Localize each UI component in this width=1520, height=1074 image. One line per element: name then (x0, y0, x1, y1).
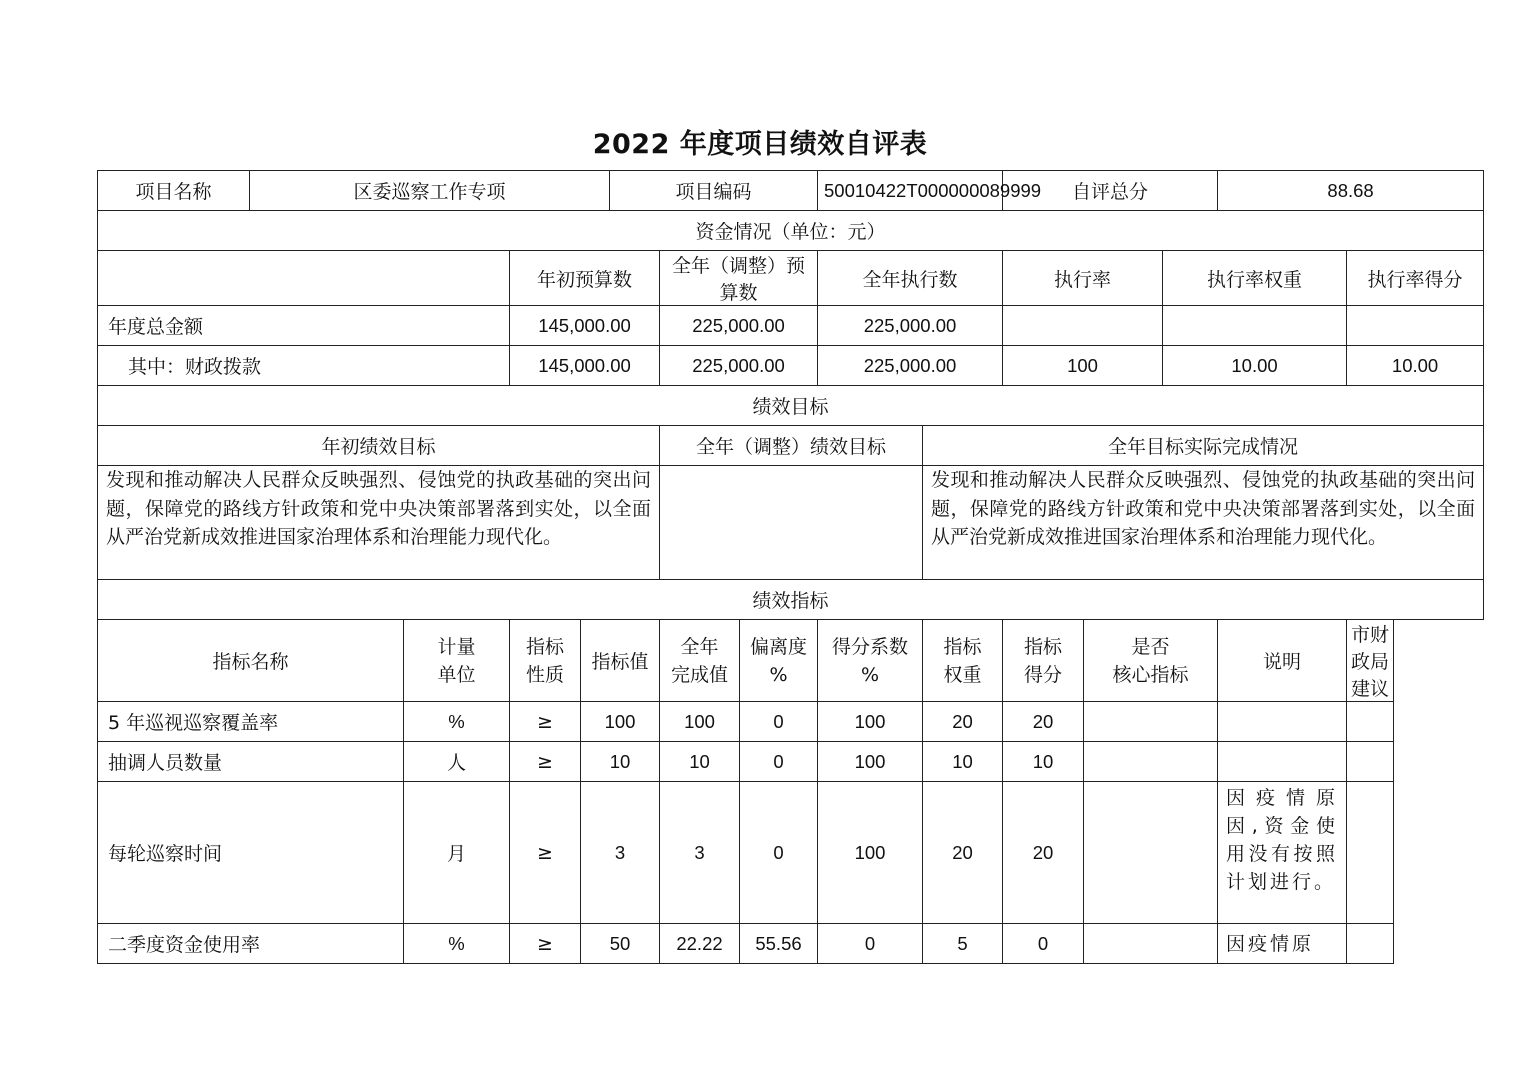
ind-core (1084, 742, 1218, 782)
funds-row-label: 年度总金额 (98, 306, 510, 346)
funds-section-row (98, 211, 1484, 251)
ind-name: 5 年巡视巡察覆盖率 (98, 702, 404, 742)
funds-col-exec-rate: 执行率 (1003, 251, 1163, 306)
ind-target: 10 (581, 742, 660, 782)
funds-cell (1003, 306, 1163, 346)
ind-col-deviation: 偏离度 % (740, 620, 818, 702)
goals-actual-label: 全年目标实际完成情况 (923, 426, 1484, 466)
ind-col-target: 指标值 (581, 620, 660, 702)
funds-col-adjusted-budget: 全年（调整）预算数 (660, 251, 818, 306)
funds-header-row (98, 251, 1484, 306)
funds-cell: 10.00 (1163, 346, 1347, 386)
funds-cell: 145,000.00 (510, 306, 660, 346)
ind-deviation: 0 (740, 742, 818, 782)
ind-core (1084, 702, 1218, 742)
ind-nature: ≥ (510, 782, 581, 924)
ind-name: 抽调人员数量 (98, 742, 404, 782)
ind-advice (1347, 742, 1394, 782)
ind-nature: ≥ (510, 702, 581, 742)
table-row (98, 742, 1484, 782)
funds-cell: 100 (1003, 346, 1163, 386)
ind-deviation: 0 (740, 782, 818, 924)
ind-coef: 100 (818, 742, 923, 782)
project-header-row (98, 171, 1484, 211)
funds-cell: 225,000.00 (818, 346, 1003, 386)
goals-actual-text: 发现和推动解决人民群众反映强烈、侵蚀党的执政基础的突出问题，保障党的路线方针政策和党中央决策部署落到实处，以全面从严治党新成效推进国家治理体系和治理能力现代化。 (923, 466, 1484, 580)
project-name-value: 区委巡察工作专项 (250, 171, 610, 211)
ind-name: 每轮巡察时间 (98, 782, 404, 924)
goals-adjusted-label: 全年（调整）绩效目标 (660, 426, 923, 466)
ind-note (1218, 702, 1347, 742)
funds-row-fiscal (98, 346, 1484, 386)
ind-unit: % (404, 924, 510, 964)
ind-note (1218, 742, 1347, 782)
ind-weight: 10 (923, 742, 1003, 782)
ind-unit: 人 (404, 742, 510, 782)
ind-target: 50 (581, 924, 660, 964)
ind-weight: 20 (923, 702, 1003, 742)
ind-deviation: 55.56 (740, 924, 818, 964)
funds-col-executed: 全年执行数 (818, 251, 1003, 306)
ind-coef: 0 (818, 924, 923, 964)
performance-table (97, 170, 1484, 964)
ind-weight: 5 (923, 924, 1003, 964)
goals-header-row (98, 426, 1484, 466)
ind-actual: 3 (660, 782, 740, 924)
funds-row-label: 其中：财政拨款 (98, 346, 510, 386)
ind-col-note: 说明 (1218, 620, 1347, 702)
ind-coef: 100 (818, 782, 923, 924)
funds-cell: 225,000.00 (660, 346, 818, 386)
funds-cell (1347, 306, 1484, 346)
funds-section-title: 资金情况（单位：元） (98, 211, 1484, 251)
funds-cell: 225,000.00 (660, 306, 818, 346)
ind-score: 10 (1003, 742, 1084, 782)
goals-content-row (98, 466, 1484, 580)
funds-cell: 10.00 (1347, 346, 1484, 386)
ind-unit: % (404, 702, 510, 742)
ind-advice (1347, 782, 1394, 924)
goals-initial-label: 年初绩效目标 (98, 426, 660, 466)
indicators-section-row (98, 580, 1484, 620)
table-row (98, 782, 1484, 924)
ind-col-core: 是否 核心指标 (1084, 620, 1218, 702)
ind-col-nature: 指标 性质 (510, 620, 581, 702)
project-code-value: 50010422T000000089999 (818, 171, 1003, 211)
funds-row-total (98, 306, 1484, 346)
ind-actual: 100 (660, 702, 740, 742)
ind-note: 因疫情原因,资金使用没有按照计划进行。 (1218, 782, 1347, 924)
ind-target: 100 (581, 702, 660, 742)
funds-col-initial-budget: 年初预算数 (510, 251, 660, 306)
ind-core (1084, 782, 1218, 924)
funds-cell: 225,000.00 (818, 306, 1003, 346)
goals-section-row (98, 386, 1484, 426)
ind-deviation: 0 (740, 702, 818, 742)
ind-core (1084, 924, 1218, 964)
indicators-section-title: 绩效指标 (98, 580, 1484, 620)
total-score-value: 88.68 (1218, 171, 1484, 211)
goals-section-title: 绩效目标 (98, 386, 1484, 426)
ind-col-score: 指标 得分 (1003, 620, 1084, 702)
ind-advice (1347, 924, 1394, 964)
funds-cell (1163, 306, 1347, 346)
ind-col-coef: 得分系数 % (818, 620, 923, 702)
ind-col-advice: 市财政局建议 (1347, 620, 1394, 702)
table-row (98, 702, 1484, 742)
table-row (98, 924, 1484, 964)
ind-weight: 20 (923, 782, 1003, 924)
total-score-label: 自评总分 (1003, 171, 1218, 211)
ind-score: 0 (1003, 924, 1084, 964)
ind-col-actual: 全年 完成值 (660, 620, 740, 702)
ind-advice (1347, 702, 1394, 742)
ind-col-weight: 指标 权重 (923, 620, 1003, 702)
ind-note: 因疫情原 (1218, 924, 1347, 964)
ind-actual: 22.22 (660, 924, 740, 964)
funds-col-rate-weight: 执行率权重 (1163, 251, 1347, 306)
funds-cell: 145,000.00 (510, 346, 660, 386)
goals-adjusted-text (660, 466, 923, 580)
indicators-header-row (98, 620, 1484, 702)
goals-initial-text: 发现和推动解决人民群众反映强烈、侵蚀党的执政基础的突出问题，保障党的路线方针政策和党中央决策部署落到实处，以全面从严治党新成效推进国家治理体系和治理能力现代化。 (98, 466, 660, 580)
funds-header-blank (98, 251, 510, 306)
ind-actual: 10 (660, 742, 740, 782)
project-name-label: 项目名称 (98, 171, 250, 211)
ind-coef: 100 (818, 702, 923, 742)
ind-unit: 月 (404, 782, 510, 924)
ind-target: 3 (581, 782, 660, 924)
funds-col-rate-score: 执行率得分 (1347, 251, 1484, 306)
ind-score: 20 (1003, 702, 1084, 742)
ind-score: 20 (1003, 782, 1084, 924)
ind-name: 二季度资金使用率 (98, 924, 404, 964)
ind-nature: ≥ (510, 924, 581, 964)
project-code-label: 项目编码 (610, 171, 818, 211)
ind-nature: ≥ (510, 742, 581, 782)
ind-col-name: 指标名称 (98, 620, 404, 702)
ind-col-unit: 计量 单位 (404, 620, 510, 702)
page-title: 2022 年度项目绩效自评表 (592, 129, 928, 160)
